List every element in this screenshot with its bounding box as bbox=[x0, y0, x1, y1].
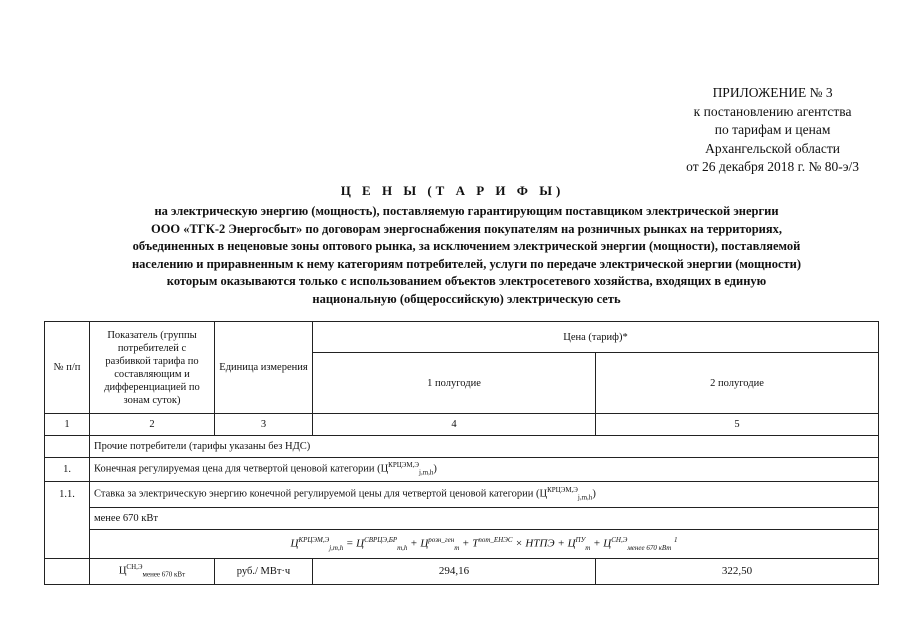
sym-sup: КРЦЭМ,Э bbox=[388, 461, 420, 470]
col-number: 1 bbox=[45, 414, 90, 436]
tariff-table bbox=[44, 321, 879, 585]
subtitle-line: объединенных в неценовые зоны оптового рынка, за исключением электрической энергии (мощности), поставляемой bbox=[132, 239, 801, 253]
appendix-line: к постановлению агентства bbox=[693, 103, 852, 119]
header-half1: 1 полугодие bbox=[313, 353, 596, 414]
section-other-consumers: Прочие потребители (тарифы указаны без НДС) bbox=[90, 436, 879, 458]
sym-sub: j,m,h bbox=[577, 493, 593, 502]
row-text: Конечная регулируемая цена для четвертой ценовой категории (Ц bbox=[94, 463, 389, 475]
subtitle-line: национальную (общероссийскую) электрическую сеть bbox=[312, 291, 621, 306]
header-num: № п/п bbox=[45, 322, 90, 414]
appendix-number: ПРИЛОЖЕНИЕ № 3 bbox=[712, 85, 833, 100]
col-number: 2 bbox=[90, 414, 215, 436]
empty-cell bbox=[45, 559, 90, 585]
appendix-line: по тарифам и ценам bbox=[714, 122, 831, 137]
row-energy-rate: Ставка за электрическую энергию конечной регулируемой цены для четвертой ценовой категории $(Ц^{КРЦЭМ,Э}_{j,m,h})$ bbox=[90, 482, 879, 508]
col-number: 4 bbox=[313, 414, 596, 436]
appendix-block bbox=[686, 84, 859, 177]
sym-sub: j,m,h bbox=[419, 468, 434, 477]
document-subtitle bbox=[50, 203, 883, 308]
header-price: Цена (тариф)* bbox=[313, 322, 879, 353]
row-final-price: Конечная регулируемая цена для четвертой ценовой категории $(Ц^{КРЦЭМ,Э}_{j,m,h})$ bbox=[90, 458, 879, 482]
price-half1: 294,16 bbox=[313, 559, 596, 585]
appendix-line: Архангельской области bbox=[705, 140, 841, 156]
empty-cell bbox=[45, 436, 90, 458]
row-less-670: менее 670 кВт bbox=[90, 508, 879, 530]
sym-sup: КРЦЭМ,Э bbox=[547, 486, 578, 495]
appendix-date: от 26 декабря 2018 г. № 80-э/3 bbox=[686, 159, 859, 174]
subtitle-line: которым оказываются только с использованием объектов электросетевого хозяйства, входящих в единую bbox=[166, 274, 767, 288]
header-half2: 2 полугодие bbox=[596, 353, 879, 414]
unit-value: руб./ МВт·ч bbox=[215, 559, 313, 585]
header-indicator: Показатель (группы потребителей с разбивкой тарифа по составляющим и дифференциацией по зонам суток) bbox=[90, 322, 215, 414]
price-formula: $Ц^{КРЦЭМ,Э}_{j,m,h} = Ц^{СВРЦЭ,БР}_{m,h} + Ц^{розн\_ген}_m + Т^{пот\_ЕНЭС}$ × НТПЭ + $Ц^{ПУ}_m + Ц^{СН,Э}_{менее 670 кВт}$ $^1$ bbox=[90, 530, 879, 559]
row-number: 1. bbox=[45, 458, 90, 482]
subtitle-line: населению и приравненным к нему категориям потребителей, услуги по передаче электрической энергии (мощности) bbox=[131, 256, 802, 271]
row-number: 1.1. bbox=[45, 482, 90, 559]
col-number: 5 bbox=[596, 414, 879, 436]
price-half2: 322,50 bbox=[596, 559, 879, 585]
subtitle-line: ООО «ТГК-2 Энергосбыт» по договорам энергоснабжения покупателям на розничных рынках на территориях, bbox=[150, 221, 783, 236]
subtitle-line: на электрическую энергию (мощность), поставляемую гарантирующим поставщиком электрической энергии bbox=[154, 204, 779, 218]
row-text: Ставка за электрическую энергию конечной регулируемой цены для четвертой ценовой категории (Ц bbox=[94, 488, 548, 500]
col-number: 3 bbox=[215, 414, 313, 436]
header-unit: Единица измерения bbox=[215, 322, 313, 414]
tariff-symbol: $Ц^{СН,Э}_{менее 670 кВт}$ bbox=[90, 559, 215, 585]
document-title: Ц Е Н Ы (Т А Р И Ф Ы) bbox=[340, 183, 565, 198]
